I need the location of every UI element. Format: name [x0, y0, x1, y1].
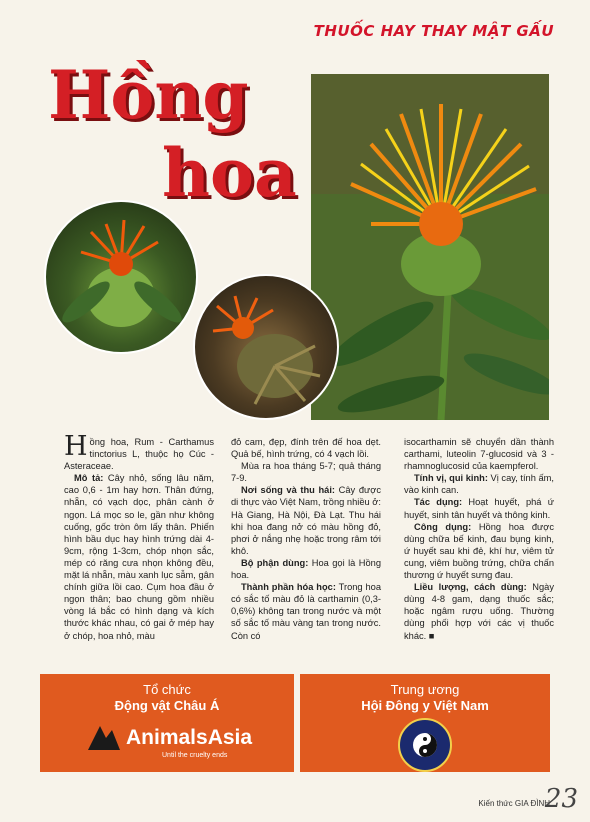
chemistry-label: Thành phần hóa học: [241, 582, 336, 593]
column-1 [64, 431, 214, 642]
title-line2: hoa [162, 134, 297, 212]
safflower-plant-photo [311, 74, 549, 420]
parts-used-text: Hoa gọi là Hồng hoa. [231, 557, 381, 581]
parts-used-label: Bộ phận dùng: [241, 557, 309, 568]
description-text: Cây nhỏ, sống lâu năm, cao 0,6 - 1m hay hơn. Thân đứng, nhẵn, có vạch dọc, phân cành ở ngọn. Lá mọc so le, gần như không cuống, gốc tròn ôm lấy thân. Phiến hình bầu dục hay hình trứng dài 4-9cm, rộng 1-3cm, chóp nhọn sắc, mép có răng cưa nhọn không đều, mặt lá nhẵn, màu xanh lục sẫm, gân chính giữa lồi cao. Cụm hoa đầu ở ngọn thân; bao chung gồm nhiều vòng lá bắc có hình dạng và kích thước khác nhau, có gai ở mép hay ở chóp, hoa nhỏ, màu [64, 473, 214, 641]
uses-paragraph [404, 521, 554, 581]
intro-text: ồng hoa, Rum - Carthamus tinctorius L, thuộc họ Cúc - Asteraceae. [64, 437, 214, 472]
column-3 [404, 436, 554, 642]
page-number: 23 [544, 784, 578, 814]
properties-paragraph [404, 472, 554, 496]
section-tag: THUỐC HAY THAY MẬT GẤU [313, 22, 554, 40]
habitat-label: Nơi sống và thu hái: [241, 485, 336, 496]
column-2 [231, 436, 381, 642]
habitat-text: Cây được di thực vào Việt Nam, trồng nhiều ở: Hà Giang, Hà Nội, Đà Lạt. Thu hái khi hoa đang nở có màu hồng đỏ, phơi ở nắng nhẹ hoặc trong râm tới khô. [231, 485, 381, 556]
yin-yang-icon [400, 720, 450, 770]
properties-text: Vị cay, tính ấm, vào kinh can. [404, 473, 554, 496]
uses-text: Hồng hoa được dùng chữa bế kinh, đau bụng kinh, ứ huyết sau khi đẻ, khí hư, viêm tử cung, viêm buồng trứng, chữa chấn thương ứ huyết sưng đau. [404, 521, 554, 581]
flower-head-photo [44, 200, 198, 354]
banner-left-line2: Động vật Châu Á [114, 698, 220, 713]
habitat-paragraph [231, 484, 381, 557]
uses-label: Công dụng: [414, 521, 472, 532]
effects-label: Tác dụng: [414, 497, 463, 508]
article-body [64, 431, 554, 672]
dried-flower-photo [193, 274, 339, 420]
dosage-label: Liều lượng, cách dùng: [414, 582, 527, 593]
banner-left-line1: Tổ chức [143, 682, 191, 697]
dried-flower-illustration [195, 276, 337, 418]
effects-paragraph [404, 496, 554, 520]
banner-right-line1: Trung ương [390, 682, 460, 697]
intro-paragraph [64, 431, 214, 472]
effects-text: Hoạt huyết, phá ứ huyết, sinh tân huyết và thông kinh. [404, 497, 554, 520]
season-paragraph: Mùa ra hoa tháng 5-7; quả tháng 7-9. [231, 461, 381, 484]
continued-chemistry-paragraph: isocarthamin sẽ chuyển dần thành carthami, luteolin 7-glucosid và 3 - rhamnoglucosid của kaempferol. [404, 437, 554, 472]
magazine-brand: Kiến thức GIA ĐÌNH [478, 799, 550, 808]
animals-asia-banner [40, 674, 294, 772]
drop-cap: H [64, 431, 88, 462]
animals-asia-logo [86, 716, 256, 764]
safflower-plant-illustration [311, 74, 549, 420]
parts-used-paragraph [231, 557, 381, 581]
yin-yang-emblem-icon [398, 718, 452, 772]
dosage-text: Ngày dùng 4-8 gam, dạng thuốc sắc; hoặc ngâm rượu uống. Thường dùng phối hợp với các vị thuốc khác. ■ [404, 582, 554, 641]
description-label: Mô tả: [74, 473, 104, 484]
dosage-paragraph [404, 581, 554, 641]
description-paragraph [64, 472, 214, 641]
flower-head-illustration [46, 202, 196, 352]
chemistry-text: Trong hoa có sắc tố màu đỏ là carthamin (0,3-0,6%) không tan trong nước và một số sắc tố màu vàng tan trong nước. Còn có [231, 582, 382, 641]
animals-asia-mark-icon [86, 722, 122, 752]
continued-paragraph: đỏ cam, đẹp, đính trên đế hoa dẹt. Quả bế, hình trứng, có 4 vạch lồi. [231, 437, 381, 460]
title-line1: Hồng [48, 56, 249, 134]
chemistry-paragraph [231, 581, 381, 641]
banner-right-line2: Hội Đông y Việt Nam [361, 698, 489, 713]
properties-label: Tính vị, qui kinh: [414, 473, 488, 484]
animals-asia-name: AnimalsAsia [126, 726, 253, 749]
animals-asia-tagline: Until the cruelty ends [162, 752, 228, 759]
vietnam-medicine-banner [300, 674, 550, 772]
